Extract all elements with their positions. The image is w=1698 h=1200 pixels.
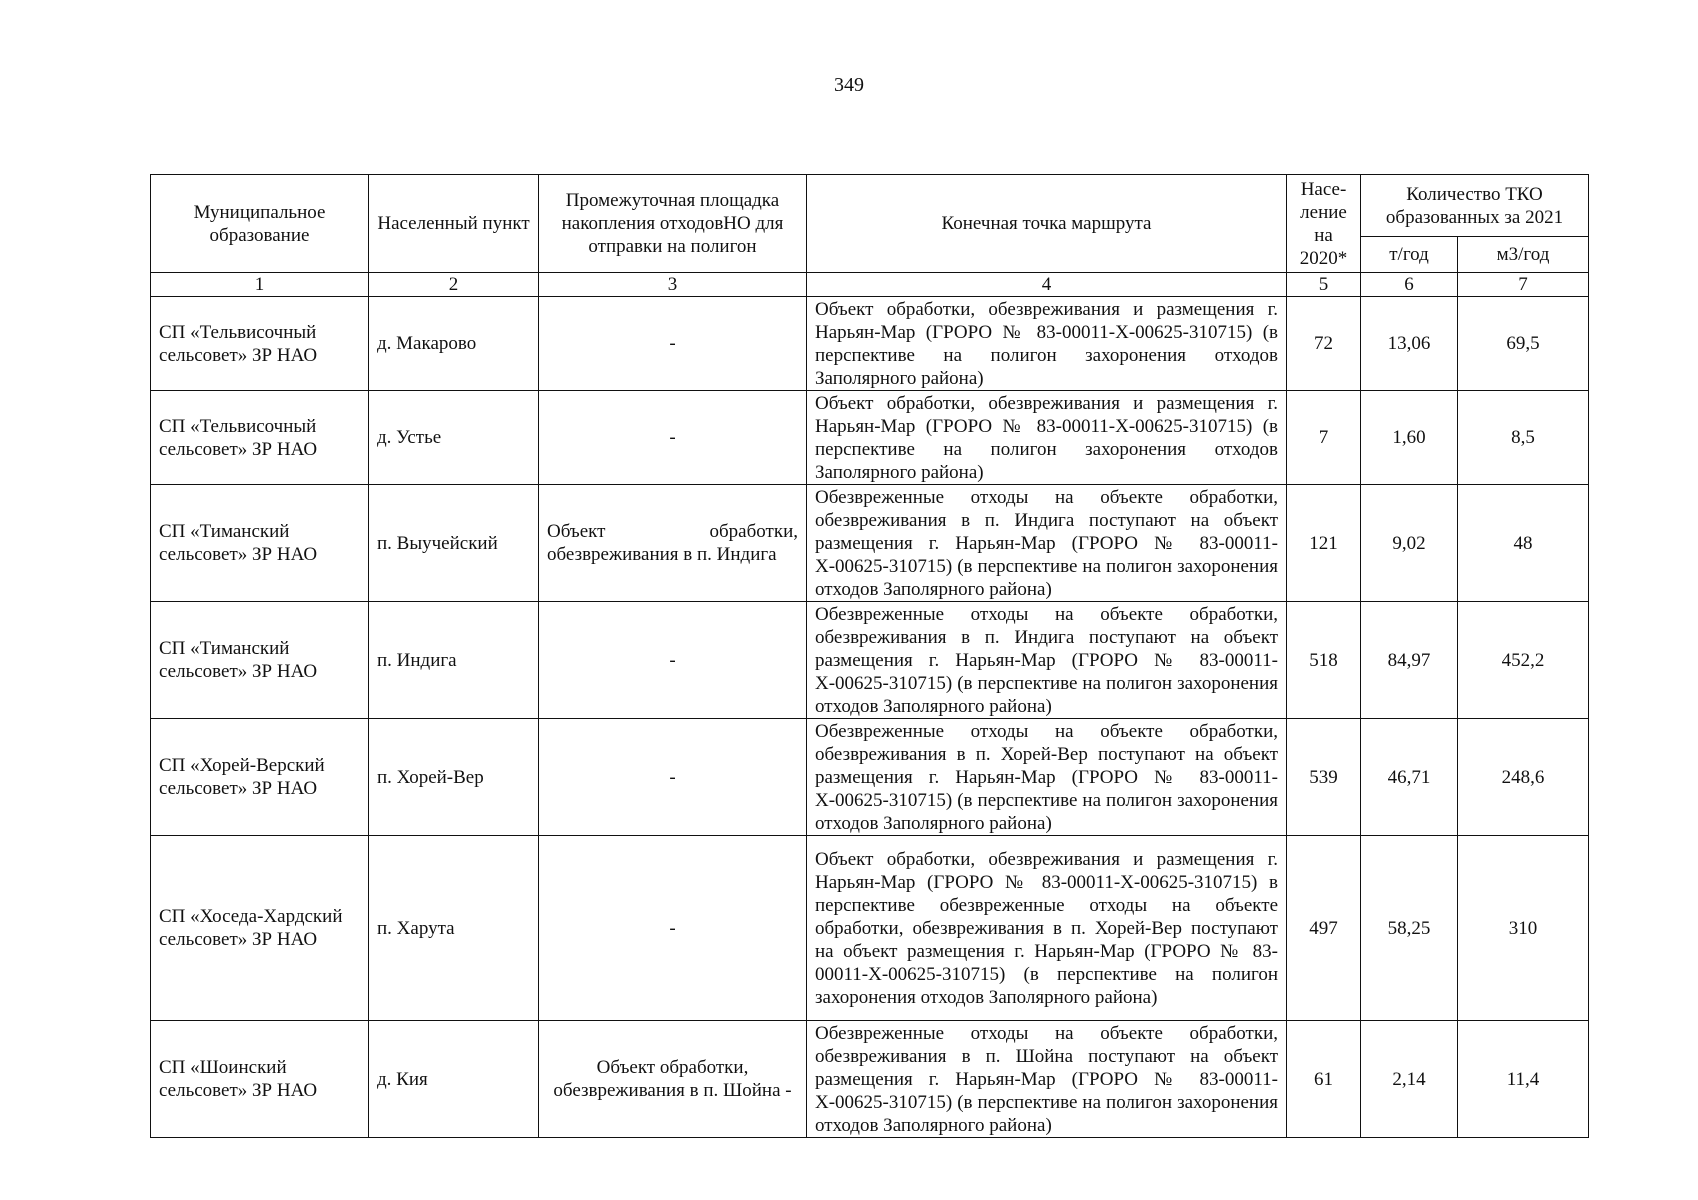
- route-endpoint-cell: Обезвреженные отходы на объекте обработки, обезвреживания в п. Хорей-Вер поступают на объект размещения г. Нарьян-Мар (ГРОРО № 83-00011-Х-00625-310715) (в перспективе на полигон захоронения отходов Заполярного района): [807, 719, 1287, 836]
- column-number-row: [151, 273, 1589, 297]
- column-number: 4: [807, 273, 1287, 297]
- route-endpoint-cell: Объект обработки, обезвреживания и размещения г. Нарьян-Мар (ГРОРО № 83-00011-Х-00625-310715) в перспективе обезвреженные отходы на объекте обработки, обезвреживания в п. Хорей-Вер поступают на объект размещения г. Нарьян-Мар (ГРОРО № 83-00011-Х-00625-310715) (в перспективе на полигон захоронения отходов Заполярного района): [807, 836, 1287, 1021]
- municipality-cell: СП «Хорей-Верский сельсовет» ЗР НАО: [151, 719, 369, 836]
- m3-cell: 11,4: [1458, 1021, 1589, 1138]
- route-endpoint-cell: Обезвреженные отходы на объекте обработки, обезвреживания в п. Индига поступают на объект размещения г. Нарьян-Мар (ГРОРО № 83-00011-Х-00625-310715) (в перспективе на полигон захоронения отходов Заполярного района): [807, 485, 1287, 602]
- population-cell: 7: [1287, 391, 1361, 485]
- tons-cell: 13,06: [1361, 297, 1458, 391]
- settlement-cell: д. Макарово: [369, 297, 539, 391]
- settlement-cell: д. Кия: [369, 1021, 539, 1138]
- municipality-cell: СП «Тиманский сельсовет» ЗР НАО: [151, 485, 369, 602]
- table-row: [151, 836, 1589, 1021]
- header-population: Насе-ление на 2020*: [1287, 175, 1361, 273]
- route-endpoint-cell: Объект обработки, обезвреживания и размещения г. Нарьян-Мар (ГРОРО № 83-00011-Х-00625-310715) (в перспективе на полигон захоронения отходов Заполярного района): [807, 297, 1287, 391]
- municipality-cell: СП «Тиманский сельсовет» ЗР НАО: [151, 602, 369, 719]
- column-number: 3: [539, 273, 807, 297]
- header-intermediate-site: Промежуточная площадка накопления отходовНО для отправки на полигон: [539, 175, 807, 273]
- intermediate-site-cell: -: [539, 297, 807, 391]
- municipality-cell: СП «Тельвисочный сельсовет» ЗР НАО: [151, 391, 369, 485]
- settlement-cell: п. Выучейский: [369, 485, 539, 602]
- m3-cell: 8,5: [1458, 391, 1589, 485]
- column-number: 1: [151, 273, 369, 297]
- route-endpoint-cell: Объект обработки, обезвреживания и размещения г. Нарьян-Мар (ГРОРО № 83-00011-Х-00625-310715) (в перспективе на полигон захоронения отходов Заполярного района): [807, 391, 1287, 485]
- tons-cell: 46,71: [1361, 719, 1458, 836]
- municipality-cell: СП «Хоседа-Хардский сельсовет» ЗР НАО: [151, 836, 369, 1021]
- m3-cell: 310: [1458, 836, 1589, 1021]
- tons-cell: 84,97: [1361, 602, 1458, 719]
- population-cell: 539: [1287, 719, 1361, 836]
- column-number: 2: [369, 273, 539, 297]
- tons-cell: 9,02: [1361, 485, 1458, 602]
- population-cell: 61: [1287, 1021, 1361, 1138]
- municipality-cell: СП «Тельвисочный сельсовет» ЗР НАО: [151, 297, 369, 391]
- municipality-cell: СП «Шоинский сельсовет» ЗР НАО: [151, 1021, 369, 1138]
- table-row: [151, 1021, 1589, 1138]
- population-cell: 497: [1287, 836, 1361, 1021]
- route-endpoint-cell: Обезвреженные отходы на объекте обработки, обезвреживания в п. Индига поступают на объект размещения г. Нарьян-Мар (ГРОРО № 83-00011-Х-00625-310715) (в перспективе на полигон захоронения отходов Заполярного района): [807, 602, 1287, 719]
- population-cell: 121: [1287, 485, 1361, 602]
- column-number: 5: [1287, 273, 1361, 297]
- column-number: 6: [1361, 273, 1458, 297]
- population-cell: 72: [1287, 297, 1361, 391]
- table-row: [151, 391, 1589, 485]
- column-number: 7: [1458, 273, 1589, 297]
- settlement-cell: п. Харута: [369, 836, 539, 1021]
- header-settlement: Населенный пункт: [369, 175, 539, 273]
- settlement-cell: д. Устье: [369, 391, 539, 485]
- intermediate-site-cell: -: [539, 719, 807, 836]
- header-tko-amount: Количество ТКО образованных за 2021: [1361, 175, 1589, 237]
- header-m3-per-year: м3/год: [1458, 237, 1589, 273]
- table-row: [151, 602, 1589, 719]
- tons-cell: 1,60: [1361, 391, 1458, 485]
- settlement-cell: п. Индига: [369, 602, 539, 719]
- route-endpoint-cell: Обезвреженные отходы на объекте обработки, обезвреживания в п. Шойна поступают на объект размещения г. Нарьян-Мар (ГРОРО № 83-00011-Х-00625-310715) (в перспективе на полигон захоронения отходов Заполярного района): [807, 1021, 1287, 1138]
- m3-cell: 69,5: [1458, 297, 1589, 391]
- intermediate-site-cell: Объект обработки, обезвреживания в п. Индига: [539, 485, 807, 602]
- header-route-endpoint: Конечная точка маршрута: [807, 175, 1287, 273]
- tons-cell: 58,25: [1361, 836, 1458, 1021]
- intermediate-site-cell: -: [539, 836, 807, 1021]
- tons-cell: 2,14: [1361, 1021, 1458, 1138]
- intermediate-site-cell: Объект обработки, обезвреживания в п. Шойна -: [539, 1021, 807, 1138]
- intermediate-site-cell: -: [539, 391, 807, 485]
- table-row: [151, 719, 1589, 836]
- header-tons-per-year: т/год: [1361, 237, 1458, 273]
- intermediate-site-cell: -: [539, 602, 807, 719]
- population-cell: 518: [1287, 602, 1361, 719]
- header-municipality: Муниципальное образование: [151, 175, 369, 273]
- table-row: [151, 297, 1589, 391]
- table-row: [151, 485, 1589, 602]
- m3-cell: 248,6: [1458, 719, 1589, 836]
- m3-cell: 48: [1458, 485, 1589, 602]
- tko-table: [150, 174, 1589, 1138]
- settlement-cell: п. Хорей-Вер: [369, 719, 539, 836]
- m3-cell: 452,2: [1458, 602, 1589, 719]
- page-number: 349: [834, 74, 864, 96]
